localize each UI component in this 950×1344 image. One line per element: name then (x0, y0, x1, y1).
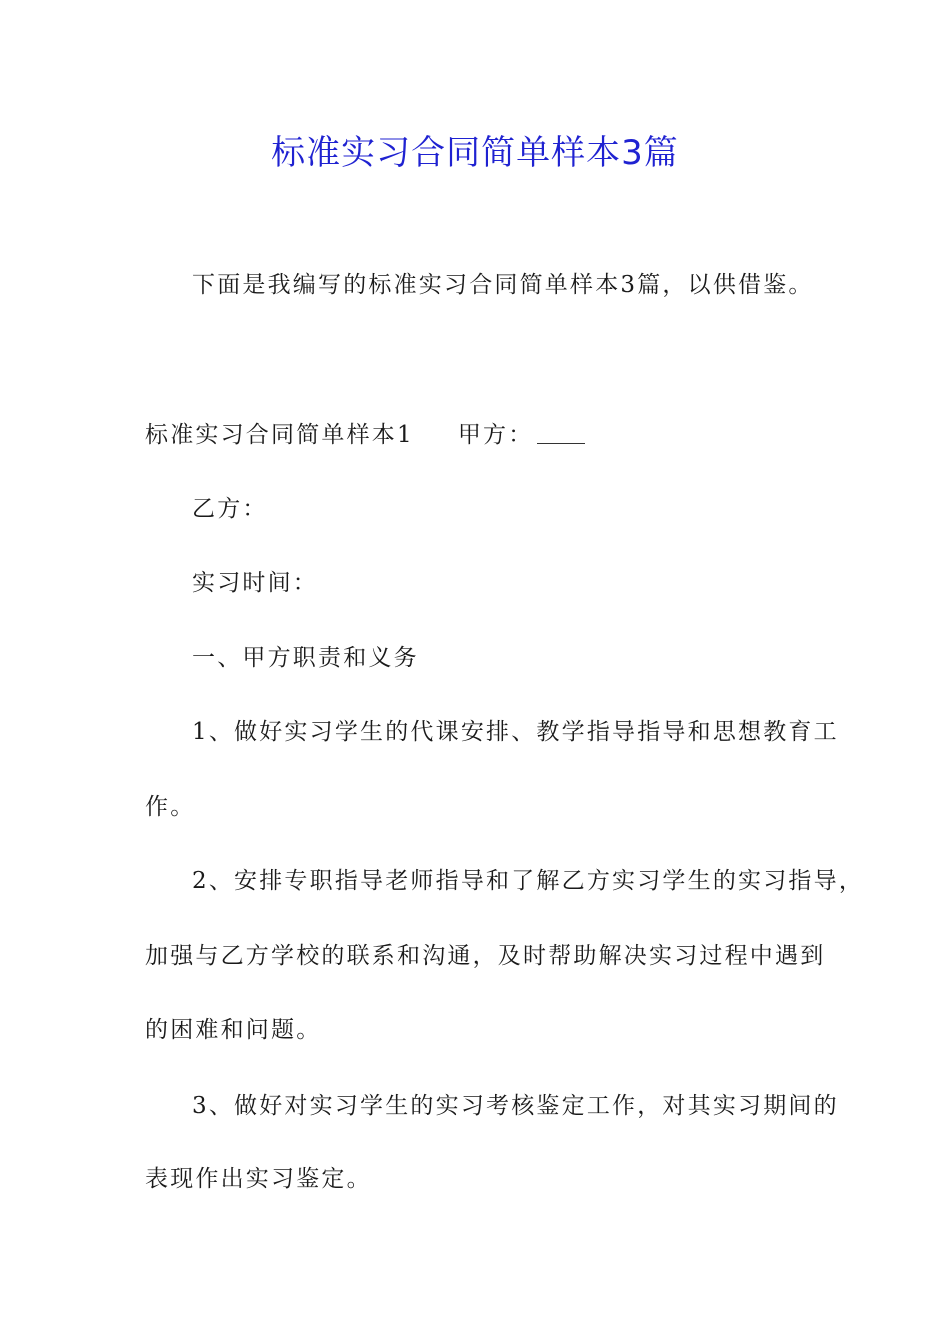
document-title: 标准实习合同简单样本3篇 (271, 133, 679, 173)
clause-one-heading: 一、甲方职责和义务 (192, 645, 419, 671)
internship-time-label: 实习时间： (192, 570, 318, 596)
item-1-line-1: 1、做好实习学生的代课安排、教学指导指导和思想教育工 (192, 719, 839, 745)
section-heading-line (145, 418, 825, 452)
item-2-line-1: 2、安排专职指导老师指导和了解乙方实习学生的实习指导， (192, 868, 865, 894)
item-1-line-2: 作。 (145, 794, 196, 820)
item-2-line-2: 加强与乙方学校的联系和沟通，及时帮助解决实习过程中遇到 (145, 943, 826, 969)
party-b-label: 乙方： (192, 496, 268, 522)
item-2-line-3: 的困难和问题。 (145, 1017, 322, 1043)
section-heading: 标准实习合同简单样本1 (145, 422, 414, 448)
item-3-line-2: 表现作出实习鉴定。 (145, 1166, 372, 1192)
party-a-label: 甲方： (457, 422, 534, 448)
party-a-blank (537, 423, 585, 444)
intro-paragraph: 下面是我编写的标准实习合同简单样本3篇，以供借鉴。 (192, 272, 814, 298)
item-3-line-1: 3、做好对实习学生的实习考核鉴定工作，对其实习期间的 (192, 1093, 839, 1119)
